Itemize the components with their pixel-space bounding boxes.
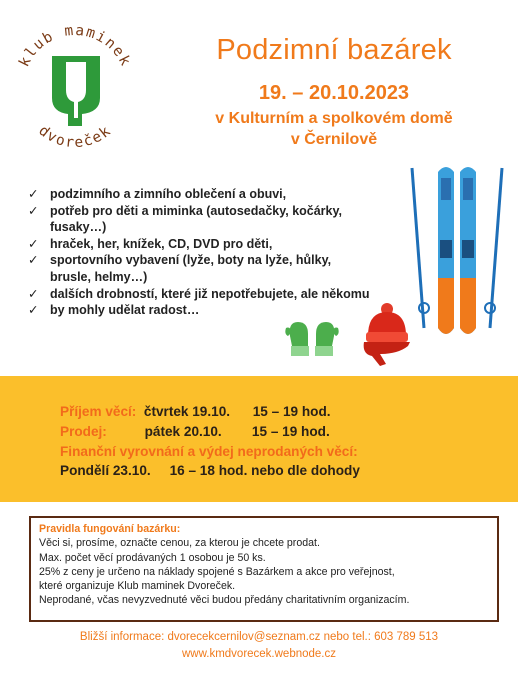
check-icon: ✓ — [28, 253, 39, 268]
rules-line: Neprodané, včas nevyzvednuté věci budou předány charitativním organizacím. — [39, 594, 410, 607]
event-venue — [150, 108, 518, 150]
receipt-row: Příjem věcí: čtvrtek 19.10. 15 – 19 hod. — [60, 404, 331, 419]
list-item: ✓ dalších drobností, které již nepotřebujete, ale někomu — [28, 286, 370, 301]
logo-bottom-text: dvoreček — [35, 122, 115, 152]
check-icon: ✓ — [28, 236, 39, 251]
sale-row: Prodej: pátek 20.10. 15 – 19 hod. — [60, 423, 330, 439]
list-item: ✓ sportovního vybavení (lyže, boty na lyže, hůlky, brusle, helmy…) — [28, 253, 332, 284]
list-item: ✓ podzimního a zimního oblečení a obuvi, — [28, 187, 287, 201]
list-item: ✓ hraček, her, knížek, CD, DVD pro děti, — [28, 236, 273, 251]
contact-info: Bližší informace: dvorecekcernilov@seznam.cz nebo tel.: 603 789 513 — [79, 631, 439, 643]
leaf-logo-icon — [52, 56, 100, 126]
rules-line: Věci si, prosíme, označte cenou, za kterou je chcete prodat. — [39, 537, 320, 550]
check-icon: ✓ — [28, 203, 39, 218]
rules-line: 25% z ceny je určeno na náklady spojené s Bazárkem a akce pro veřejnost, — [39, 565, 395, 578]
logo-top-text: klub maminek — [16, 22, 134, 70]
rules-line: které organizuje Klub maminek Dvoreček. — [39, 580, 236, 593]
venue-line-2: v Černilově — [290, 131, 378, 148]
rules-box — [29, 516, 499, 622]
footer — [0, 629, 518, 663]
settlement-row: Finanční vyrovnání a výdej neprodaných věcí: — [60, 443, 358, 459]
club-logo — [6, 14, 144, 152]
event-dates: 19. – 20.10.2023 — [258, 82, 410, 104]
check-icon: ✓ — [28, 286, 39, 301]
mittens-icon — [284, 316, 340, 362]
website-link[interactable]: www.kmdvorecek.webnode.cz — [181, 648, 337, 660]
list-item: ✓ by mohly udělat radost… — [28, 303, 200, 318]
settlement-time-row: Pondělí 23.10. 16 – 18 hod. nebo dle dohody — [60, 463, 360, 479]
winter-hat-icon — [358, 302, 416, 368]
rules-line: Max. počet věcí prodávaných 1 osobou je 50 ks. — [39, 551, 266, 564]
rules-title: Pravidla fungování bazárku: — [39, 523, 181, 535]
schedule — [60, 402, 360, 481]
check-icon: ✓ — [28, 303, 39, 318]
page-title: Podzimní bazárek — [216, 34, 452, 66]
list-item: ✓ potřeb pro děti a miminka (autosedačky, kočárky, fusaky…) — [28, 203, 342, 235]
venue-line-1: v Kulturním a spolkovém domě — [215, 110, 453, 127]
items-list — [28, 186, 408, 319]
check-icon: ✓ — [28, 187, 39, 201]
